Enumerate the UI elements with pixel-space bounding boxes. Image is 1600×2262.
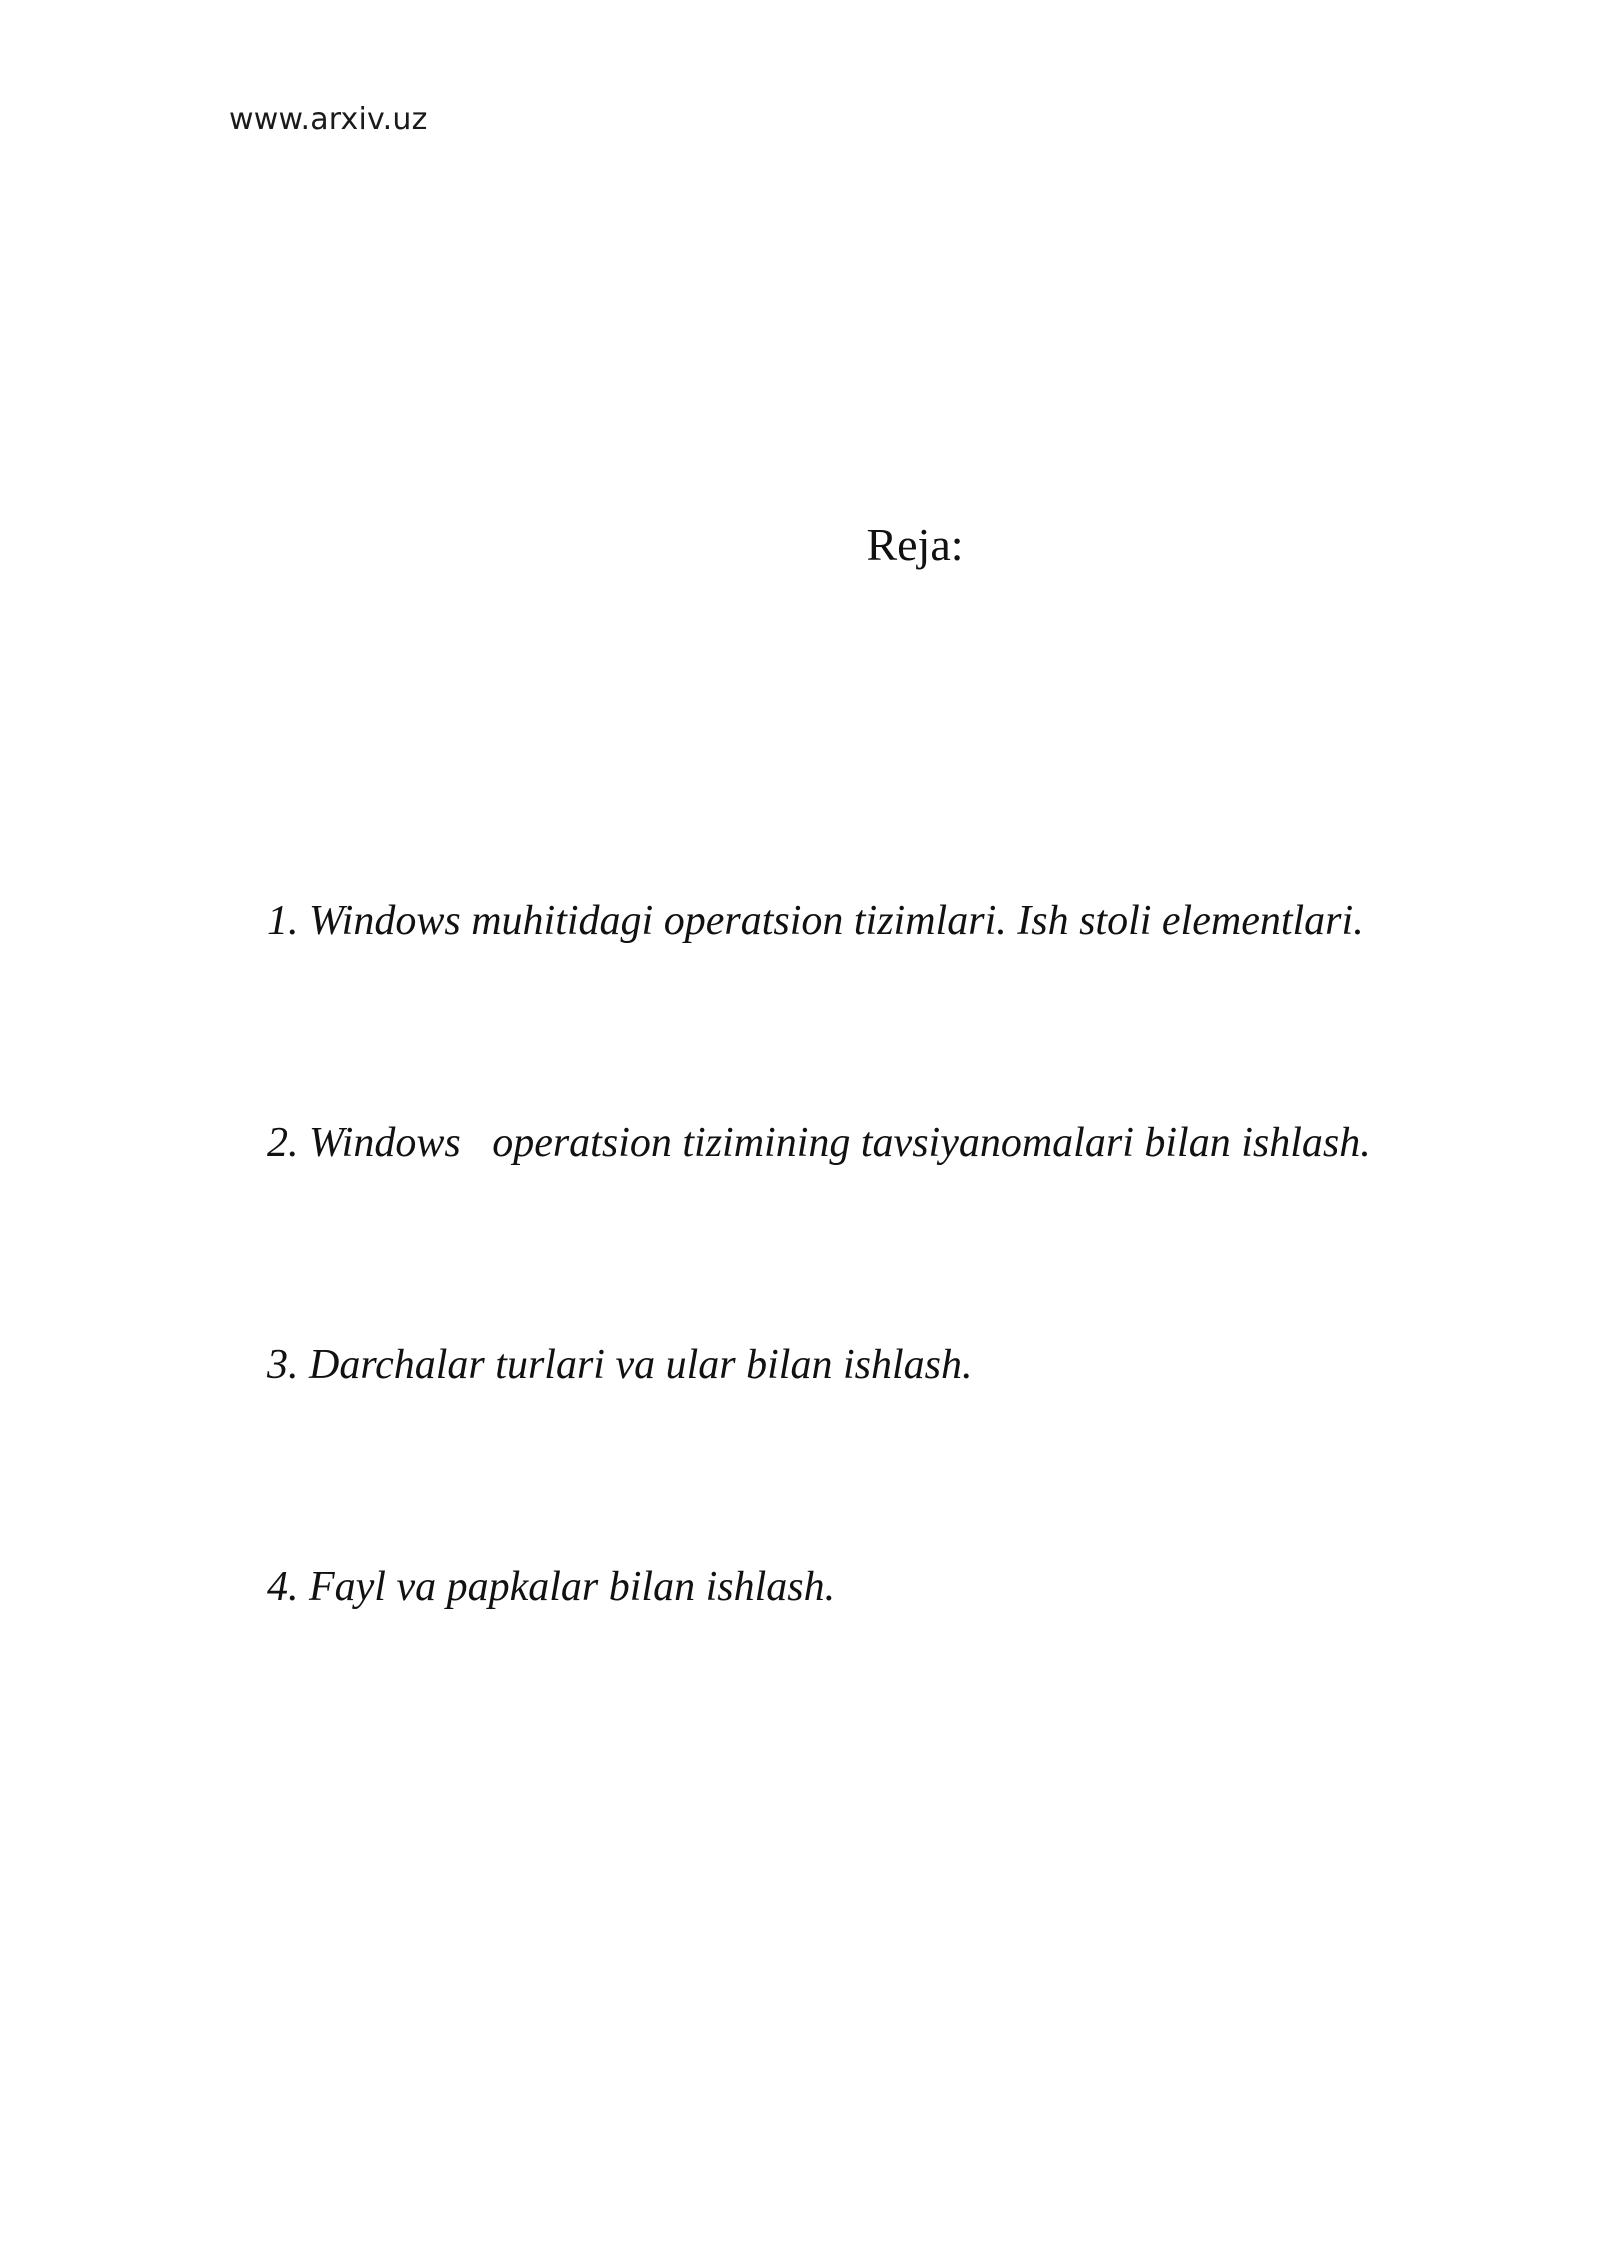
plan-title: Reja: — [866, 519, 964, 570]
header-url: www.arxiv.uz — [229, 102, 428, 137]
plan-item-3: 3. Darchalar turlari va ular bilan ishlash. — [267, 1342, 973, 1388]
plan-item-2: 2. Windows operatsion tizimining tavsiyanomalari bilan ishlash. — [267, 1120, 1371, 1166]
plan-list — [267, 736, 1371, 1698]
plan-item-4: 4. Fayl va papkalar bilan ishlash. — [267, 1564, 836, 1610]
plan-item-1: 1. Windows muhitidagi operatsion tizimlari. Ish stoli elementlari. — [267, 898, 1364, 944]
